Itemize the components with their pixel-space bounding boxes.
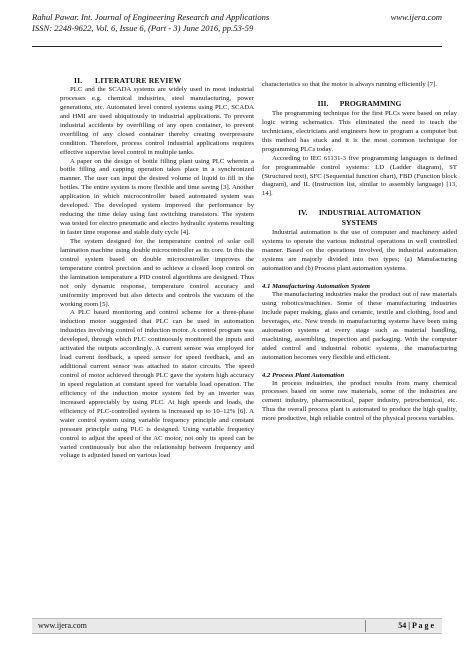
citation-line-1: Rahul Pawar. Int. Journal of Engineering Research and Applications [32, 12, 270, 22]
footer-divider [365, 620, 366, 632]
citation-line-2: ISSN: 2248-9622, Vol. 6, Issue 6, (Part - 3) June 2016, pp.53-59 [32, 23, 254, 33]
left-column [60, 76, 254, 461]
paragraph: The manufacturing industries make the product out of raw materials using robotics/machines. Some of these manufacturing industries include paper making, glass and ceramic, textile and clothing, food and beverages, etc. New trends in manufacturing systems have been using automation systems at every stage such as material handling, machining, assembling, inspection and packaging. With the computer aided control and industrial robotic systems, the manufacturing automation becomes very flexible and efficient. [262, 291, 457, 361]
section-title-line-2: SYSTEMS [341, 218, 378, 228]
page-footer [32, 618, 442, 634]
section-title-industrial-automation [262, 208, 457, 228]
journal-header [32, 12, 442, 34]
paragraph-continuation: characteristics so that the motor is always running efficiently [7]. [262, 81, 437, 88]
right-column [262, 81, 457, 424]
subsection-title-manufacturing: 4.1 Manufacturing Automation System [262, 283, 371, 290]
paragraph: A PLC based monitoring and control scheme for a three-phase induction motor suggested that PLC can be used in automation industries involving control of induction motor. A control program was developed, through which PLC continuously monitored the inputs and activated the outputs accordingly. A current sensor was employed for load current feedback, a speed sensor for speed feedback, and an additional current sensor was attached to stator circuits. The speed control of motor achieved through PLC gave the system high accuracy in speed regulation at constant speed for variable load operation. The efficiency of the induction motor system fed by an inverter was increased appreciably by using PLC. At high speeds and loads, the efficiency of PLC-controlled system is increased up to 10–12% [6]. A water control system using variable frequency principle and constant pressure principle using PLC is designed. Using variable frequency control to adjust the speed of the AC motor, not only its speed can be varied continuously but also the relationship between frequency and voltage is adjusted based on various load [60, 309, 254, 460]
subsection-title-process-plant: 4.2 Process Plant Automation [262, 371, 345, 379]
paragraph: The programming technique for the first PLCs were based on relay logic wiring schematics. This eliminated the need to teach the technicians, electricians and engineers how to program a computer but this method has stuck and it is the most common technique for programming PLCs today. [262, 109, 457, 153]
paragraph: The system designed for the temperature control of solar cell lamination machine using double microcontroller as its core. In this the control system based on double microcontroller improves the temperature control precision and to achieve a closed loop control on the lamination temperature a PID control algorithms are designed. Thus not only dynamic response, temperature control accuracy and uniformity improved but also detects and controls the vacuum of the working room [5]. [60, 237, 254, 308]
header-url[interactable]: www.ijera.com [390, 12, 442, 22]
section-title-line-1: IV. INDUSTRIAL AUTOMATION [298, 208, 421, 218]
paragraph: In process industries, the product results from many chemical processes based on some raw materials, some of the industries are cement industry, pharmaceutical, paper industry, petrochemical, etc. Thus the overall process plant is automated to produce the high quality, more productive, high reliable control of the physical process variables. [262, 379, 457, 423]
footer-url[interactable]: www.ijera.com [38, 621, 87, 630]
section-title-literature-review: II. LITERATURE REVIEW [74, 76, 182, 85]
paragraph: PLC and the SCADA systems are widely used in most industrial processes e.g. chemical industries, steel manufacturing, power generations, etc. Automated level control systems using PLC, SCADA and HMI are used ubiquitously in industrial applications. To prevent industrial accidents by overfilling of any open container, to prevent overfilling of any closed container thereby creating overpressure condition. Therefore, process control industrial applications requires effective supervise level control in multiple tanks. [60, 86, 254, 156]
section-title-programming: III. PROGRAMMING [317, 98, 402, 108]
paragraph: A paper on the design of bottle filling plant using PLC wherein a bottle filling and capping operation takes place in a synchronized manner. The user can input the desired volume of liquid to fill in the bottles. The entire system is more flexible and time saving [3]. Another application in which microcontroller based automated system was developed. The developed system improved the performance by reducing the time delay using fast switching transistors. The system was tested for electro pneumatic and electro hydraulic systems resulting in faster time response and stable duty cycle [4]. [60, 157, 254, 236]
page-number: 54 | P a g e [398, 621, 434, 630]
paragraph: According to IEC 61131-3 five programming languages is defined for programmable control systems: LD (Ladder diagram), ST (Structured text), SFC (Sequential function chart), FBD (Function block diagram), and IL (Instruction list, similar to assembly language) [13, 14]. [262, 154, 457, 198]
paragraph: Industrial automation is the use of computer and machinery aided systems to operate the various industrial operations in well controlled manner. Based on the operations involved, the industrial automation systems are majorly divided into two types; (a) Manufacturing automation and (b) Process plant automation systems. [262, 229, 457, 273]
header-divider [32, 46, 442, 47]
